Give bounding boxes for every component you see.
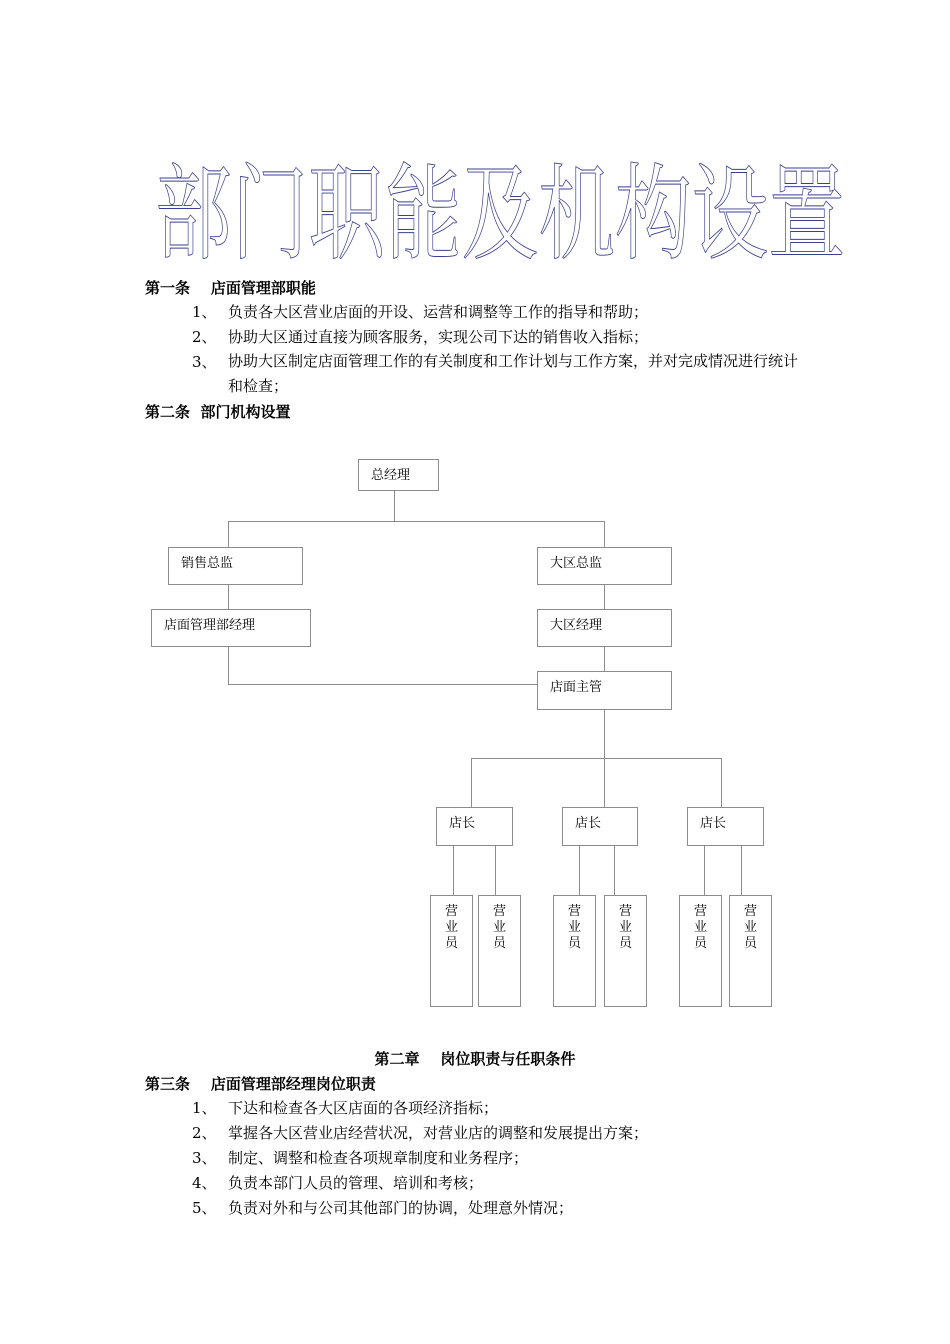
item-number: 2、 <box>192 1124 217 1142</box>
connector-line <box>579 845 580 896</box>
item-text: 负责各大区营业店面的开设、运营和调整等工作的指导和帮助； <box>228 303 649 321</box>
connector-line <box>614 845 615 896</box>
connector-line <box>721 758 722 808</box>
article3-heading: 第三条 店面管理部经理岗位职责 <box>145 1075 376 1093</box>
chapter2-heading: 第二章 岗位职责与任职条件 <box>374 1050 576 1068</box>
item-number: 2、 <box>192 328 217 346</box>
sales-clerk-label: 营业员 <box>568 904 582 951</box>
org-box-region-manager: 大区经理 <box>537 609 672 647</box>
item-number: 3、 <box>192 353 217 371</box>
connector-line <box>495 845 496 896</box>
connector-line <box>604 521 605 548</box>
page-title: 部门职能及机构设置 <box>155 153 845 275</box>
item-text: 负责本部门人员的管理、培训和考核； <box>228 1174 484 1192</box>
item-number: 3、 <box>192 1149 217 1167</box>
connector-line <box>228 521 605 522</box>
item-number: 4、 <box>192 1174 217 1192</box>
item-text: 协助大区通过直接为顾客服务，实现公司下达的销售收入指标； <box>228 328 649 346</box>
item-number: 1、 <box>192 1099 217 1117</box>
sales-clerk-label: 营业员 <box>694 904 708 951</box>
item-text: 制定、调整和检查各项规章制度和业务程序； <box>228 1149 529 1167</box>
org-box-sales-clerk <box>604 895 647 1007</box>
connector-line <box>394 490 395 522</box>
org-box-sales-clerk <box>478 895 521 1007</box>
org-box-sales-clerk <box>430 895 473 1007</box>
connector-line <box>228 646 229 684</box>
org-box-store-supervisor: 店面主管 <box>537 671 672 710</box>
connector-line <box>453 845 454 896</box>
org-box-store-management-manager: 店面管理部经理 <box>151 609 311 647</box>
connector-line <box>228 521 229 548</box>
connector-line <box>228 684 538 685</box>
org-box-store-manager: 店长 <box>562 807 638 846</box>
org-box-sales-director: 销售总监 <box>168 547 303 585</box>
connector-line <box>604 709 605 758</box>
sales-clerk-label: 营业员 <box>445 904 459 951</box>
connector-line <box>604 758 605 808</box>
connector-line <box>604 646 605 672</box>
connector-line <box>228 584 229 610</box>
org-box-general-manager: 总经理 <box>358 459 439 491</box>
title-wordart <box>0 118 950 278</box>
item-number: 1、 <box>192 303 217 321</box>
sales-clerk-label: 营业员 <box>619 904 633 951</box>
org-chart <box>0 440 950 1020</box>
connector-line <box>471 758 472 808</box>
org-box-store-manager: 店长 <box>687 807 764 846</box>
item-text: 协助大区制定店面管理工作的有关制度和工作计划与工作方案，并对完成情况进行统计和检查； <box>228 352 799 395</box>
org-box-store-manager: 店长 <box>436 807 513 846</box>
org-box-sales-clerk <box>679 895 722 1007</box>
article2-heading: 第二条 部门机构设置 <box>145 403 291 421</box>
connector-line <box>471 758 722 759</box>
item-text: 下达和检查各大区店面的各项经济指标； <box>228 1099 499 1117</box>
org-box-sales-clerk <box>729 895 772 1007</box>
item-number: 5、 <box>192 1199 217 1217</box>
connector-line <box>604 584 605 610</box>
item-text: 负责对外和与公司其他部门的协调，处理意外情况； <box>228 1199 574 1217</box>
sales-clerk-label: 营业员 <box>744 904 758 951</box>
connector-line <box>704 845 705 896</box>
article1-heading: 第一条 店面管理部职能 <box>145 279 316 297</box>
connector-line <box>741 845 742 896</box>
org-box-region-director: 大区总监 <box>537 547 672 585</box>
item-text: 掌握各大区营业店经营状况，对营业店的调整和发展提出方案； <box>228 1124 649 1142</box>
org-box-sales-clerk <box>553 895 596 1007</box>
sales-clerk-label: 营业员 <box>493 904 507 951</box>
